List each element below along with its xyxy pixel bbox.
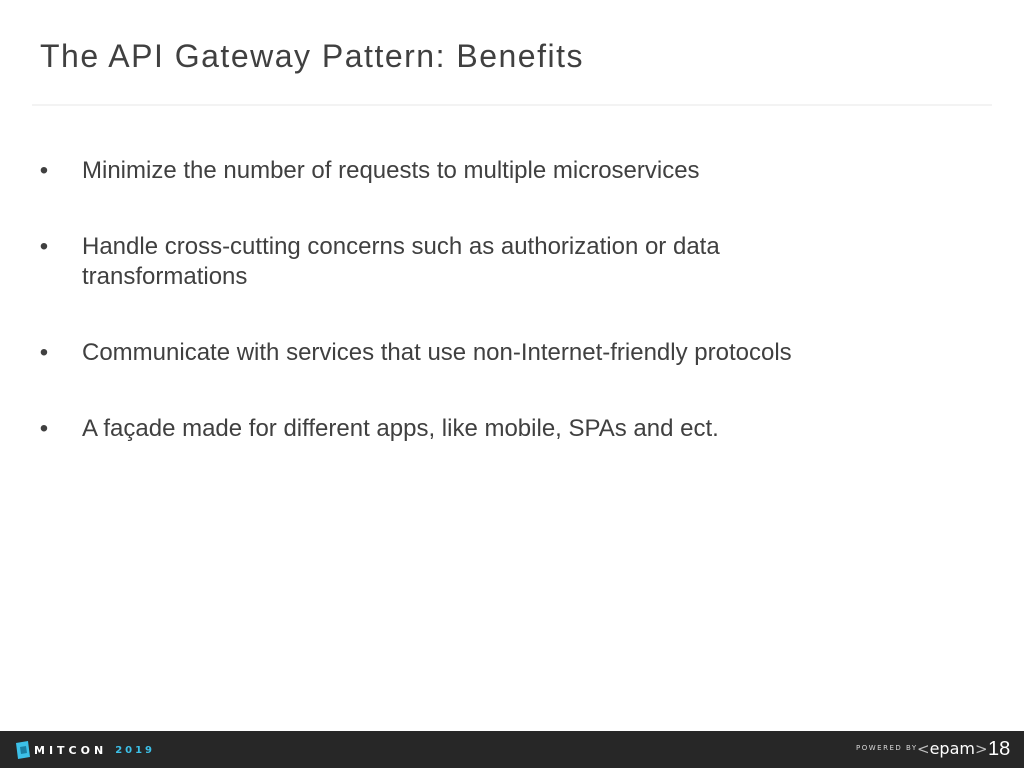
bullet-dot: •: [39, 339, 49, 366]
bullet-item: [36, 414, 916, 444]
bullet-dot: •: [39, 157, 49, 184]
bullet-item: [36, 338, 916, 368]
bullet-text: Communicate with services that use non-Internet-friendly protocols: [82, 339, 792, 366]
bullet-dot: •: [39, 233, 49, 260]
logo-year: 2019: [115, 744, 156, 756]
slide-title: The API Gateway Pattern: Benefits: [40, 38, 584, 74]
conference-logo: [14, 739, 155, 761]
bullet-text: A façade made for different apps, like mobile, SPAs and ect.: [82, 415, 719, 442]
page-number: 18: [988, 738, 1011, 760]
powered-by-label: POWERED BY: [856, 744, 918, 752]
logo-mark-icon: [14, 739, 32, 761]
bullet-dot: •: [39, 415, 49, 442]
title-divider: [32, 104, 992, 106]
bullet-item: [36, 156, 916, 186]
logo-text: MITCON: [34, 743, 108, 757]
epam-brand-text: epam: [929, 739, 975, 758]
footer-bar: [0, 731, 1024, 768]
bullet-list: [36, 156, 916, 444]
bullet-text: Minimize the number of requests to multiple microservices: [82, 157, 700, 184]
epam-logo: <epam>: [917, 739, 988, 758]
bullet-text: Handle cross-cutting concerns such as authorization or data transformations: [82, 233, 720, 290]
bullet-item: [36, 232, 916, 292]
